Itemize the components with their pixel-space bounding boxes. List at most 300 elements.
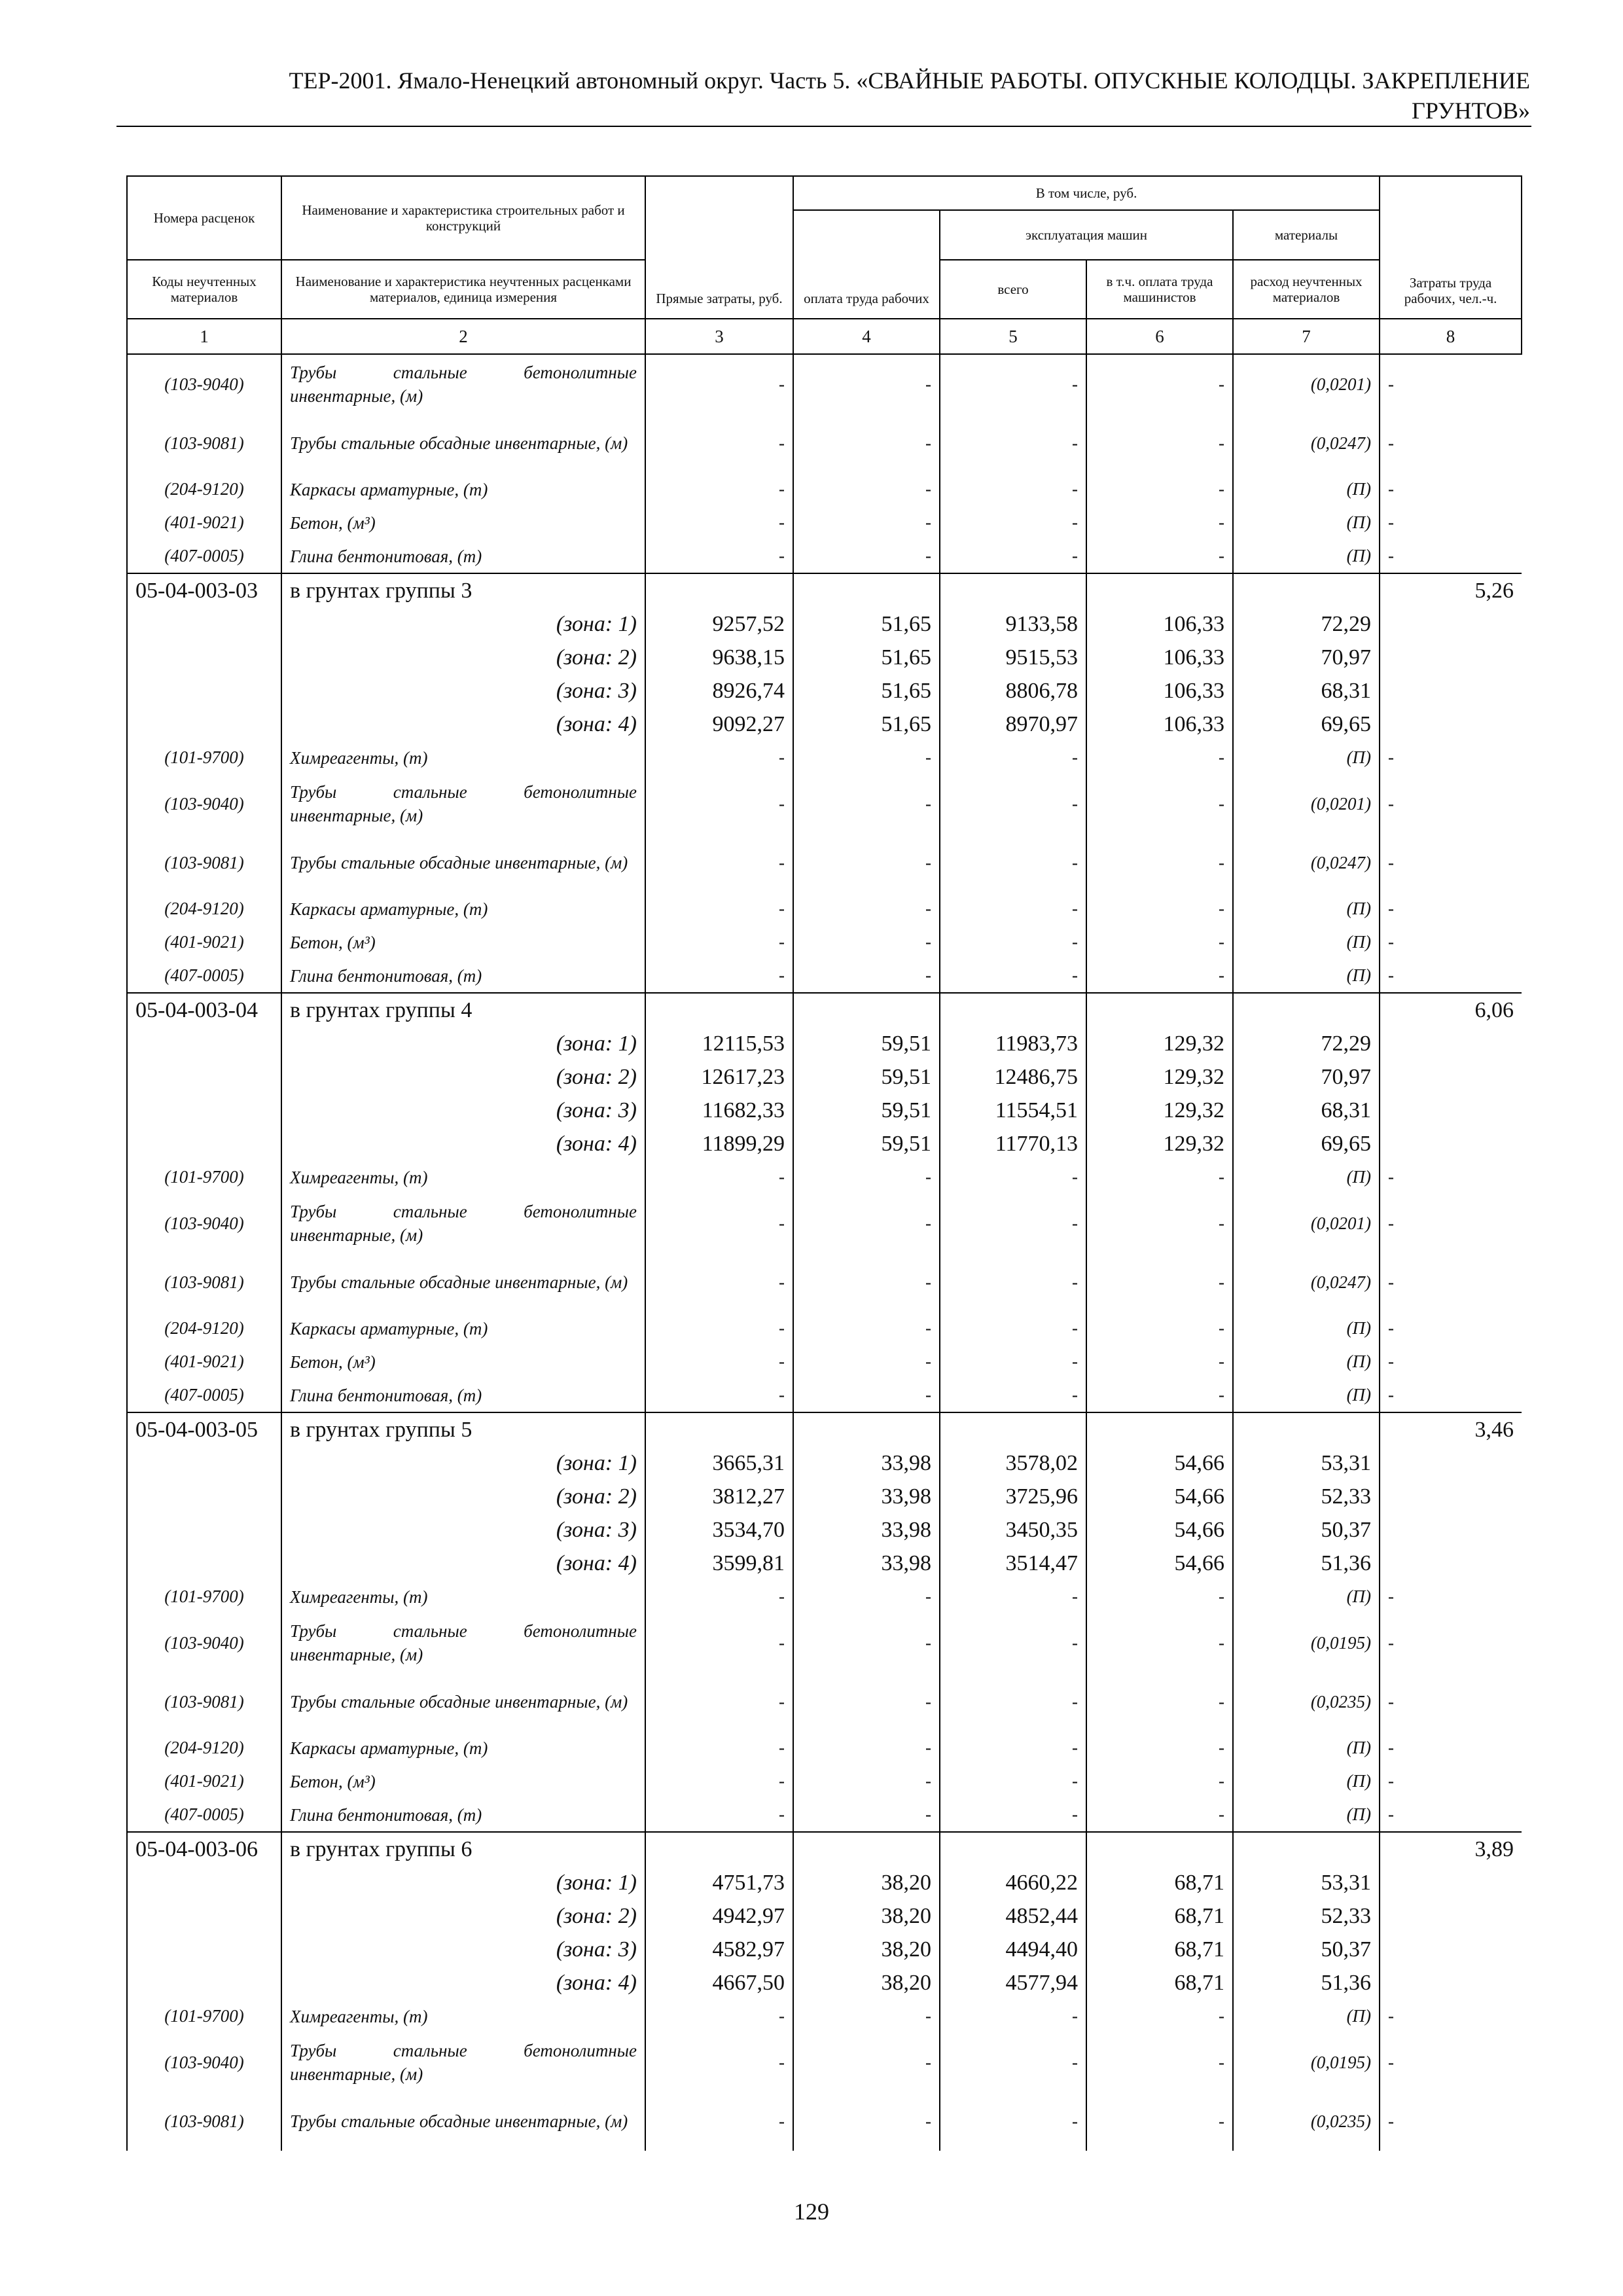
materials-value: 68,31 [1233,674,1380,708]
material-code: (103-9081) [127,1672,281,1731]
machine-total-value: - [940,1378,1086,1412]
machine-total-value: - [940,774,1086,833]
materials-value: 70,97 [1233,641,1380,674]
machinists-pay-value: - [1086,1798,1233,1832]
zone-label: (зона: 3) [281,674,645,708]
zone-row [127,1480,1522,1513]
empty-cell [127,1480,281,1513]
rate-title: в грунтах группы 5 [281,1412,645,1446]
material-row [127,1613,1522,1672]
zone-label: (зона: 3) [281,1933,645,1966]
machinists-pay-value: 68,71 [1086,1899,1233,1933]
direct-costs-value: 9638,15 [645,641,793,674]
machinists-pay-value: 54,66 [1086,1513,1233,1547]
machine-total-value: 9133,58 [940,607,1086,641]
empty-cell [1380,1027,1522,1060]
empty-cell [1380,1966,1522,2000]
material-name: Глина бентонитовая, (т) [281,1378,645,1412]
zone-row [127,607,1522,641]
machinists-pay-value: 68,71 [1086,1933,1233,1966]
direct-costs-value: - [645,1765,793,1798]
materials-value: 51,36 [1233,1547,1380,1580]
material-row [127,1312,1522,1345]
rate-title-row [127,993,1522,1027]
workers-pay-value: - [793,354,940,414]
material-name: Трубы стальные бетонолитные инвентарные, (м) [281,2033,645,2092]
machinists-pay-value: 129,32 [1086,1027,1233,1060]
materials-value: 72,29 [1233,607,1380,641]
machinists-pay-value: - [1086,473,1233,506]
direct-costs-value: - [645,741,793,774]
material-row [127,1345,1522,1378]
workers-pay-value: 33,98 [793,1480,940,1513]
empty-cell [1380,641,1522,674]
material-consumption-value: (П) [1233,1345,1380,1378]
machine-total-value: - [940,1312,1086,1345]
machinists-pay-value: - [1086,506,1233,539]
material-consumption-value: (П) [1233,1765,1380,1798]
workers-pay-value: - [793,414,940,473]
machine-total-value: - [940,1160,1086,1194]
workers-pay-value: 59,51 [793,1060,940,1094]
direct-costs-value: 8926,74 [645,674,793,708]
material-name: Трубы стальные бетонолитные инвентарные, (м) [281,1194,645,1253]
workers-pay-value: - [793,1765,940,1798]
machinists-pay-value: - [1086,2033,1233,2092]
materials-value: 72,29 [1233,1027,1380,1060]
machinists-pay-value: - [1086,1378,1233,1412]
direct-costs-value: - [645,2092,793,2151]
workers-pay-value: - [793,1253,940,1312]
header-rule [116,126,1531,127]
empty-cell [1086,573,1233,607]
workers-pay-value: - [793,1731,940,1765]
rates-table [126,175,1522,2151]
labor-costs-value: - [1380,1765,1522,1798]
material-code: (101-9700) [127,741,281,774]
material-consumption-value: (П) [1233,741,1380,774]
zone-label: (зона: 4) [281,1127,645,1160]
workers-pay-value: - [793,473,940,506]
material-row [127,1580,1522,1613]
material-code: (103-9040) [127,774,281,833]
material-name: Глина бентонитовая, (т) [281,1798,645,1832]
material-code: (204-9120) [127,1312,281,1345]
labor-costs-value: - [1380,1160,1522,1194]
empty-cell [127,674,281,708]
material-consumption-value: (0,0247) [1233,414,1380,473]
material-row [127,539,1522,573]
zone-label: (зона: 1) [281,1866,645,1899]
materials-value: 68,31 [1233,1094,1380,1127]
header-in-that-number: В том числе, руб. [793,176,1380,210]
rate-title-row [127,1832,1522,1866]
direct-costs-value: - [645,1798,793,1832]
material-row [127,473,1522,506]
materials-value: 70,97 [1233,1060,1380,1094]
machinists-pay-value: - [1086,1253,1233,1312]
empty-cell [127,1060,281,1094]
machine-total-value: 11770,13 [940,1127,1086,1160]
labor-costs-value: - [1380,1345,1522,1378]
material-consumption-value: (0,0247) [1233,833,1380,892]
material-consumption-value: (П) [1233,892,1380,925]
materials-value: 51,36 [1233,1966,1380,2000]
material-code: (401-9021) [127,1765,281,1798]
material-name: Каркасы арматурные, (т) [281,1312,645,1345]
direct-costs-value: - [645,1312,793,1345]
machinists-pay-value: - [1086,1160,1233,1194]
labor-costs-value: 3,89 [1380,1832,1522,1866]
zone-label: (зона: 4) [281,1966,645,2000]
material-name: Химреагенты, (т) [281,741,645,774]
machinists-pay-value: 68,71 [1086,1966,1233,2000]
material-code: (204-9120) [127,473,281,506]
workers-pay-value: - [793,2000,940,2033]
empty-cell [127,1899,281,1933]
material-name: Каркасы арматурные, (т) [281,1731,645,1765]
column-number: 4 [793,319,940,354]
direct-costs-value: - [645,774,793,833]
running-header-line-1: ТЕР-2001. Ямало-Ненецкий автономный округ. Часть 5. «СВАЙНЫЕ РАБОТЫ. ОПУСКНЫЕ КОЛОДЦЫ. ЗАКРЕПЛЕНИЕ [289,67,1530,94]
direct-costs-value: - [645,1672,793,1731]
empty-cell [127,1027,281,1060]
empty-cell [127,1446,281,1480]
material-code: (103-9040) [127,2033,281,2092]
machinists-pay-value: - [1086,741,1233,774]
machinists-pay-value: - [1086,414,1233,473]
workers-pay-value: - [793,892,940,925]
workers-pay-value: - [793,1613,940,1672]
empty-cell [1380,1513,1522,1547]
machine-total-value: 3450,35 [940,1513,1086,1547]
machinists-pay-value: 54,66 [1086,1480,1233,1513]
material-name: Химреагенты, (т) [281,1160,645,1194]
direct-costs-value: - [645,833,793,892]
direct-costs-value: - [645,2000,793,2033]
labor-costs-value: - [1380,774,1522,833]
direct-costs-value: 4751,73 [645,1866,793,1899]
material-consumption-value: (П) [1233,506,1380,539]
zone-row [127,1899,1522,1933]
material-consumption-value: (0,0195) [1233,1613,1380,1672]
workers-pay-value: - [793,741,940,774]
direct-costs-value: - [645,1160,793,1194]
labor-costs-value: - [1380,892,1522,925]
rate-code: 05-04-003-04 [127,993,281,1027]
material-name: Химреагенты, (т) [281,2000,645,2033]
direct-costs-value: 12617,23 [645,1060,793,1094]
workers-pay-value: - [793,959,940,993]
machine-total-value: 11983,73 [940,1027,1086,1060]
material-name: Трубы стальные обсадные инвентарные, (м) [281,2092,645,2151]
machinists-pay-value: - [1086,833,1233,892]
direct-costs-value: - [645,506,793,539]
zone-label: (зона: 4) [281,708,645,741]
material-consumption-value: (П) [1233,2000,1380,2033]
machine-total-value: 4660,22 [940,1866,1086,1899]
zone-row [127,1933,1522,1966]
header-materials: материалы [1233,210,1380,260]
header-unaccounted-consumption: расход неучтенных материалов [1233,260,1380,319]
material-row [127,1798,1522,1832]
empty-cell [1380,1866,1522,1899]
direct-costs-value: 4942,97 [645,1899,793,1933]
machinists-pay-value: 129,32 [1086,1127,1233,1160]
empty-cell [1380,674,1522,708]
zone-row [127,1513,1522,1547]
empty-cell [127,641,281,674]
empty-cell [940,993,1086,1027]
workers-pay-value: 33,98 [793,1446,940,1480]
empty-cell [127,1094,281,1127]
material-consumption-value: (П) [1233,539,1380,573]
machine-total-value: 3578,02 [940,1446,1086,1480]
labor-costs-value: - [1380,414,1522,473]
material-name: Трубы стальные бетонолитные инвентарные, (м) [281,774,645,833]
material-code: (407-0005) [127,1798,281,1832]
rate-code: 05-04-003-05 [127,1412,281,1446]
direct-costs-value: 3534,70 [645,1513,793,1547]
empty-cell [127,1547,281,1580]
labor-costs-value: - [1380,833,1522,892]
machine-total-value: - [940,1253,1086,1312]
material-code: (101-9700) [127,1580,281,1613]
zone-label: (зона: 2) [281,1060,645,1094]
labor-costs-value: - [1380,959,1522,993]
header-work-name: Наименование и характеристика строительных работ и конструкций [281,176,645,260]
machinists-pay-value: 54,66 [1086,1446,1233,1480]
material-code: (103-9040) [127,1194,281,1253]
zone-label: (зона: 1) [281,1027,645,1060]
machine-total-value: 12486,75 [940,1060,1086,1094]
material-name: Каркасы арматурные, (т) [281,892,645,925]
material-code: (407-0005) [127,959,281,993]
material-code: (101-9700) [127,1160,281,1194]
empty-cell [1380,1547,1522,1580]
empty-cell [645,1412,793,1446]
material-row [127,1672,1522,1731]
material-row [127,959,1522,993]
empty-cell [127,1127,281,1160]
material-row [127,354,1522,414]
zone-label: (зона: 4) [281,1547,645,1580]
workers-pay-value: - [793,1672,940,1731]
materials-value: 69,65 [1233,1127,1380,1160]
labor-costs-value: - [1380,1580,1522,1613]
material-code: (103-9081) [127,1253,281,1312]
empty-cell [645,1832,793,1866]
material-consumption-value: (0,0201) [1233,354,1380,414]
empty-cell [940,573,1086,607]
labor-costs-value: 6,06 [1380,993,1522,1027]
zone-row [127,641,1522,674]
materials-value: 53,31 [1233,1866,1380,1899]
empty-cell [793,1412,940,1446]
material-consumption-value: (П) [1233,1798,1380,1832]
material-consumption-value: (П) [1233,1580,1380,1613]
rate-title-row [127,1412,1522,1446]
labor-costs-value: - [1380,2000,1522,2033]
empty-cell [1380,1127,1522,1160]
direct-costs-value: 11899,29 [645,1127,793,1160]
material-code: (204-9120) [127,892,281,925]
column-number: 5 [940,319,1086,354]
empty-cell [1233,1412,1380,1446]
direct-costs-value: - [645,473,793,506]
direct-costs-value: - [645,959,793,993]
empty-cell [1380,607,1522,641]
direct-costs-value: - [645,1253,793,1312]
machine-total-value: 4494,40 [940,1933,1086,1966]
labor-costs-value: - [1380,1253,1522,1312]
material-consumption-value: (0,0235) [1233,2092,1380,2151]
column-number: 1 [127,319,281,354]
column-number: 2 [281,319,645,354]
empty-cell [127,1966,281,2000]
machinists-pay-value: 106,33 [1086,607,1233,641]
material-name: Трубы стальные обсадные инвентарные, (м) [281,414,645,473]
material-name: Трубы стальные бетонолитные инвентарные, (м) [281,354,645,414]
machinists-pay-value: - [1086,539,1233,573]
workers-pay-value: - [793,539,940,573]
machine-total-value: - [940,2000,1086,2033]
direct-costs-value: 3812,27 [645,1480,793,1513]
material-consumption-value: (0,0235) [1233,1672,1380,1731]
labor-costs-value: - [1380,2033,1522,2092]
material-row [127,1253,1522,1312]
machine-total-value: - [940,1345,1086,1378]
direct-costs-value: - [645,1345,793,1378]
material-consumption-value: (П) [1233,959,1380,993]
machine-total-value: 3514,47 [940,1547,1086,1580]
machine-total-value: - [940,1798,1086,1832]
materials-value: 52,33 [1233,1899,1380,1933]
empty-cell [127,607,281,641]
workers-pay-value: 51,65 [793,708,940,741]
zone-row [127,1027,1522,1060]
machinists-pay-value: - [1086,959,1233,993]
zone-row [127,674,1522,708]
labor-costs-value: - [1380,1613,1522,1672]
material-row [127,925,1522,959]
machinists-pay-value: - [1086,925,1233,959]
material-row [127,1731,1522,1765]
labor-costs-value: - [1380,506,1522,539]
rate-title-row [127,573,1522,607]
column-number: 8 [1380,319,1522,354]
empty-cell [793,993,940,1027]
header-material-names: Наименование и характеристика неучтенных расценками материалов, единица измерения [281,260,645,319]
materials-value: 69,65 [1233,708,1380,741]
empty-cell [940,1412,1086,1446]
workers-pay-value: - [793,1194,940,1253]
direct-costs-value: - [645,925,793,959]
material-name: Бетон, (м³) [281,925,645,959]
labor-costs-value: - [1380,354,1522,414]
empty-cell [793,1832,940,1866]
direct-costs-value: - [645,1580,793,1613]
zone-row [127,1094,1522,1127]
material-name: Трубы стальные обсадные инвентарные, (м) [281,833,645,892]
empty-cell [1380,1060,1522,1094]
material-code: (103-9081) [127,414,281,473]
machine-total-value: 8970,97 [940,708,1086,741]
workers-pay-value: - [793,1312,940,1345]
material-consumption-value: (П) [1233,1378,1380,1412]
material-name: Глина бентонитовая, (т) [281,539,645,573]
machine-total-value: - [940,1765,1086,1798]
material-code: (103-9040) [127,1613,281,1672]
workers-pay-value: 59,51 [793,1094,940,1127]
direct-costs-value: 4667,50 [645,1966,793,2000]
direct-costs-value: 3665,31 [645,1446,793,1480]
header-rates-numbers: Номера расценок [127,176,281,260]
material-code: (401-9021) [127,925,281,959]
machinists-pay-value: - [1086,1765,1233,1798]
empty-cell [645,993,793,1027]
machinists-pay-value: - [1086,1613,1233,1672]
machinists-pay-value: 129,32 [1086,1060,1233,1094]
material-row [127,774,1522,833]
materials-value: 50,37 [1233,1933,1380,1966]
workers-pay-value: - [793,1580,940,1613]
workers-pay-value: 51,65 [793,641,940,674]
zone-row [127,1446,1522,1480]
workers-pay-value: 33,98 [793,1513,940,1547]
machinists-pay-value: 129,32 [1086,1094,1233,1127]
labor-costs-value: - [1380,741,1522,774]
material-consumption-value: (П) [1233,1160,1380,1194]
labor-costs-value: - [1380,1312,1522,1345]
empty-cell [1380,1480,1522,1513]
machine-total-value: 4852,44 [940,1899,1086,1933]
workers-pay-value: 59,51 [793,1027,940,1060]
running-header [116,65,1530,126]
material-code: (401-9021) [127,506,281,539]
direct-costs-value: 3599,81 [645,1547,793,1580]
direct-costs-value: - [645,414,793,473]
material-name: Бетон, (м³) [281,1345,645,1378]
machine-total-value: 3725,96 [940,1480,1086,1513]
workers-pay-value: 51,65 [793,607,940,641]
labor-costs-value: - [1380,925,1522,959]
direct-costs-value: - [645,892,793,925]
machinists-pay-value: - [1086,1345,1233,1378]
empty-cell [1380,1446,1522,1480]
material-row [127,833,1522,892]
direct-costs-value: 11682,33 [645,1094,793,1127]
workers-pay-value: 38,20 [793,1966,940,2000]
empty-cell [1380,1933,1522,1966]
workers-pay-value: 38,20 [793,1933,940,1966]
material-row [127,1378,1522,1412]
empty-cell [127,1866,281,1899]
machine-total-value: - [940,892,1086,925]
material-name: Каркасы арматурные, (т) [281,473,645,506]
machine-total-value: - [940,1731,1086,1765]
rate-title: в грунтах группы 6 [281,1832,645,1866]
material-consumption-value: (П) [1233,473,1380,506]
machine-total-value: - [940,506,1086,539]
material-row [127,2092,1522,2151]
machinists-pay-value: 106,33 [1086,674,1233,708]
material-row [127,741,1522,774]
machine-total-value: - [940,2092,1086,2151]
labor-costs-value: - [1380,1672,1522,1731]
direct-costs-value: 9092,27 [645,708,793,741]
machine-total-value: 4577,94 [940,1966,1086,2000]
